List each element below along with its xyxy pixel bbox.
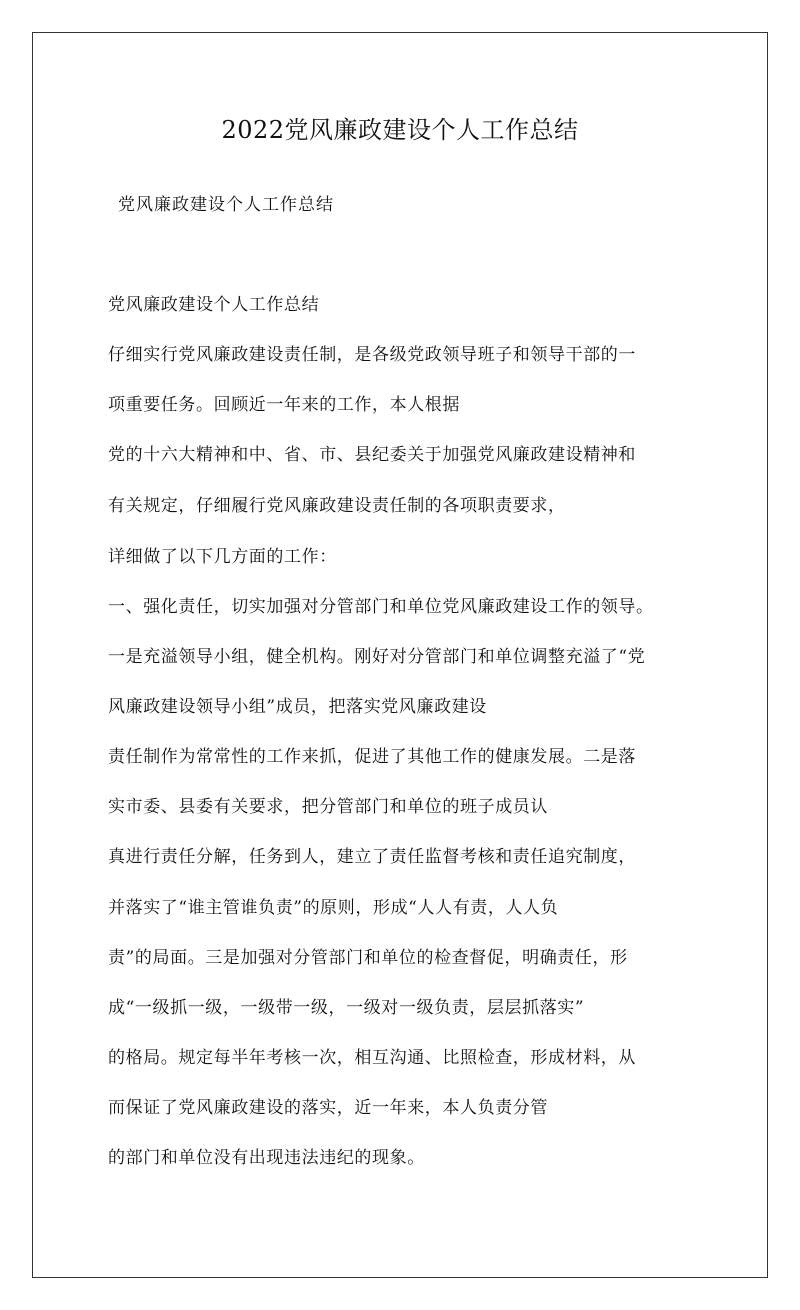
body-line: 责任制作为常常性的工作来抓，促进了其他工作的健康发展。二是落 xyxy=(108,747,636,767)
body-line: 一是充溢领导小组，健全机构。刚好对分管部门和单位调整充溢了“党 xyxy=(108,647,646,667)
body-line: 仔细实行党风廉政建设责任制，是各级党政领导班子和领导干部的一 xyxy=(108,345,636,365)
body-line: 并落实了“谁主管谁负责”的原则，形成“人人有责，人人负 xyxy=(108,898,559,918)
body-line: 详细做了以下几方面的工作： xyxy=(108,547,337,567)
body-line: 的格局。规定每半年考核一次，相互沟通、比照检查，形成材料，从 xyxy=(108,1048,636,1068)
body-line: 成“一级抓一级，一级带一级，一级对一级负责，层层抓落实” xyxy=(108,998,585,1018)
body-line: 党的十六大精神和中、省、市、县纪委关于加强党风廉政建设精神和 xyxy=(108,445,636,465)
body-line: 责”的局面。三是加强对分管部门和单位的检查督促，明确责任，形 xyxy=(108,948,628,968)
body-line: 党风廉政建设个人工作总结 xyxy=(108,295,320,315)
document-subtitle: 党风廉政建设个人工作总结 xyxy=(118,195,334,215)
body-line: 的部门和单位没有出现违法违纪的现象。 xyxy=(108,1148,425,1168)
body-line: 项重要任务。回顾近一年来的工作，本人根据 xyxy=(108,395,460,415)
body-line: 真进行责任分解，任务到人，建立了责任监督考核和责任追究制度， xyxy=(108,847,636,867)
document-title: 2022党风廉政建设个人工作总结 xyxy=(221,116,579,144)
body-line: 有关规定，仔细履行党风廉政建设责任制的各项职责要求， xyxy=(108,496,566,516)
body-line: 而保证了党风廉政建设的落实，近一年来，本人负责分管 xyxy=(108,1098,548,1118)
body-line: 实市委、县委有关要求，把分管部门和单位的班子成员认 xyxy=(108,797,548,817)
body-line: 一、强化责任，切实加强对分管部门和单位党风廉政建设工作的领导。 xyxy=(108,597,654,617)
body-line: 风廉政建设领导小组”成员，把落实党风廉政建设 xyxy=(108,697,487,717)
